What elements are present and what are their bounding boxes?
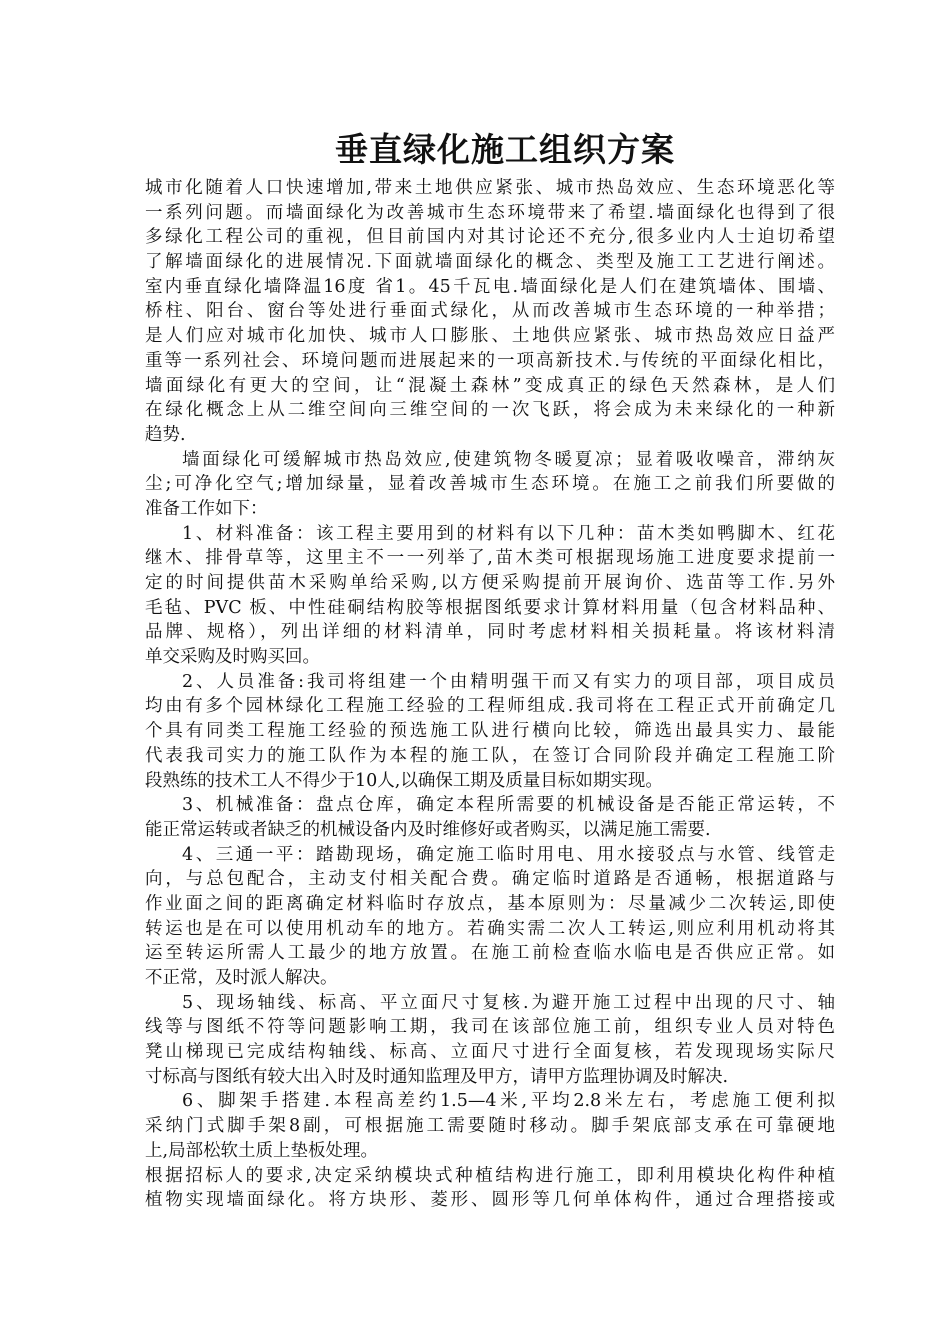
text-line: 上,局部松软土质上垫板处理。 [145,1140,379,1161]
text-line: 桥柱、阳台、窗台等处进行垂面式绿化，从而改善城市生态环境的一种举措； [145,301,835,322]
text-line: 品牌、规格），列出详细的材料清单，同时考虑材料相关损耗量。将该材料清 [145,622,835,643]
text-line: 3、机械准备：盘点仓库，确定本程所需要的机械设备是否能正常运转，不 [182,795,835,816]
text-line: 尘;可净化空气;增加绿量，显着改善城市生态环境。在施工之前我们所要做的 [145,474,835,495]
text-line: 个具有同类工程施工经验的预选施工队进行横向比较，筛选出最具实力、最能 [145,721,835,742]
text-line: 凳山梯现已完成结构轴线、标高、立面尺寸进行全面复核，若发现现场实际尺 [145,1042,835,1063]
text-line: 是人们应对城市化加快、城市人口膨胀、土地供应紧张、城市热岛效应日益严 [145,326,835,347]
text-line: 不正常，及时派人解决。 [145,968,338,988]
text-line: 趋势. [145,424,186,445]
text-line: 墙面绿化可缓解城市热岛效应,使建筑物冬暖夏凉；显着吸收噪音，滞纳灰 [182,449,835,470]
text-line: 1、材料准备：该工程主要用到的材料有以下几种：苗木类如鸭脚木、红花 [182,523,835,544]
text-line: 采纳门式脚手架8副，可根据施工需要随时移动。脚手架底部支承在可靠硬地 [145,1116,835,1137]
text-line: 2、人员准备:我司将组建一个由精明强干而又有实力的项目部，项目成员 [182,671,835,692]
text-line: 多绿化工程公司的重视，但目前国内对其讨论还不充分,很多业内人士迫切希望 [145,227,835,248]
text-line: 4、三通一平：踏勘现场，确定施工临时用电、用水接驳点与水管、线管走 [182,844,835,865]
text-line: 了解墙面绿化的进展情况.下面就墙面绿化的概念、类型及施工工艺进行阐述。 [145,252,835,273]
text-line: 运至转运所需人工最少的地方放置。在施工前检查临水临电是否供应正常。如 [145,943,835,964]
text-line: 向，与总包配合，主动支付相关配合费。确定临时道路是否通畅，根据道路与 [145,869,835,890]
text-line: 定的时间提供苗木采购单给采购,以方便采购提前开展询价、选苗等工作.另外 [145,573,835,593]
text-line: 在绿化概念上从二维空间向三维空间的一次飞跃，将会成为未来绿化的一种新 [145,400,835,421]
text-line: 单交采购及时购买回。 [145,647,320,668]
text-line: 段熟练的技术工人不得少于10人,以确保工期及质量目标如期实现。 [145,770,663,791]
text-line: 根据招标人的要求,决定采纳模块式种植结构进行施工，即利用模块化构件种植 [145,1165,835,1186]
text-line: 能正常运转或者缺乏的机械设备内及时维修好或者购买，以满足施工需要. [145,819,711,840]
text-line: 准备工作如下： [145,498,268,519]
document-title: 垂直绿化施工组织方案 [335,130,675,169]
text-line: 6、脚架手搭建.本程高差约1.5—4米,平均2.8米左右，考虑施工便利拟 [182,1091,835,1112]
text-line: 寸标高与图纸有较大出入时及时通知监理及甲方，请甲方监理协调及时解决. [145,1066,729,1087]
text-line: 一系列问题。而墙面绿化为改善城市生态环境带来了希望.墙面绿化也得到了很 [145,202,835,223]
text-line: 线等与图纸不符等问题影响工期，我司在该部位施工前，组织专业人员对特色 [145,1017,835,1038]
text-line: 毛毡、PVC 板、中性硅硐结构胶等根据图纸要求计算材料用量（包含材料品种、 [145,597,835,618]
text-line: 5、现场轴线、标高、平立面尺寸复核.为避开施工过程中出现的尺寸、轴 [182,992,835,1013]
text-line: 室内垂直绿化墙降温16度 省1。45千瓦电.墙面绿化是人们在建筑墙体、围墙、 [145,276,835,297]
text-line: 均由有多个园林绿化工程施工经验的工程师组成.我司将在工程正式开前确定几 [145,696,835,717]
text-line: 植物实现墙面绿化。将方块形、菱形、圆形等几何单体构件，通过合理搭接或 [145,1190,835,1211]
text-line: 继木、排骨草等，这里主不一一列举了,苗木类可根据现场施工进度要求提前一 [145,548,835,569]
document-body [145,176,835,1213]
text-line: 墙面绿化有更大的空间，让“混凝土森林”变成真正的绿色天然森林，是人们 [145,375,835,396]
text-line: 城市化随着人口快速增加,带来土地供应紧张、城市热岛效应、生态环境恶化等 [145,178,835,198]
text-line: 重等一系列社会、环境问题而进展起来的一项高新技术.与传统的平面绿化相比， [145,350,835,371]
text-line: 转运也是在可以使用机动车的地方。若确实需二次人工转运,则应利用机动将其 [145,918,835,939]
text-line: 作业面之间的距离确定材料临时存放点，基本原则为：尽量减少二次转运,即使 [145,893,835,914]
text-line: 代表我司实力的施工队作为本程的施工队，在签订合同阶段并确定工程施工阶 [145,745,835,766]
